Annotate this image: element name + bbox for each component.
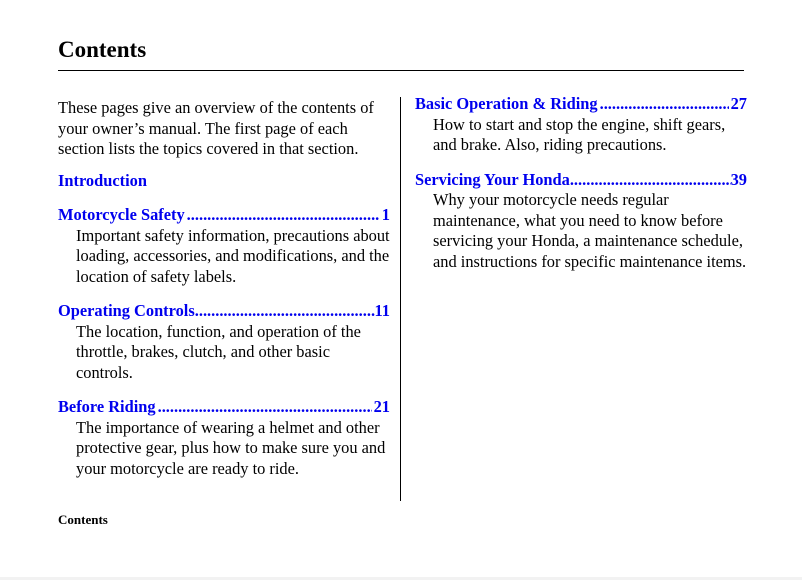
toc-link-operating-controls[interactable] — [58, 301, 390, 322]
toc-page-number: 1 — [381, 205, 390, 224]
toc-description: The importance of wearing a helmet and other protective gear, plus how to make sure you and your motorcycle are ready to ride. — [76, 417, 386, 478]
toc-entry-servicing-your-honda — [415, 170, 747, 273]
toc-title: Motorcycle Safety — [58, 205, 185, 224]
dot-leader — [600, 94, 729, 115]
toc-page-number: 39 — [730, 169, 747, 189]
toc-entry-basic-operation-riding — [415, 94, 747, 156]
toc-link-motorcycle-safety[interactable] — [58, 205, 390, 226]
intro-paragraph: These pages give an overview of the contents of your owner’s manual. The first page of each section lists the topics covered in that section. — [58, 98, 374, 158]
toc-page-number: 11 — [374, 301, 390, 320]
toc-title: Operating Controls — [58, 301, 195, 320]
toc-entry-before-riding — [58, 397, 390, 479]
dot-leader — [195, 301, 375, 322]
page-title: Contents — [58, 37, 147, 62]
toc-link-basic-operation-riding[interactable] — [415, 94, 747, 115]
toc-title: Before Riding — [58, 397, 156, 416]
toc-entry-operating-controls — [58, 301, 390, 383]
toc-entry-motorcycle-safety — [58, 205, 390, 287]
toc-link-before-riding[interactable] — [58, 397, 390, 418]
toc-link-introduction[interactable]: Introduction — [58, 170, 147, 190]
toc-description: Why your motorcycle needs regular maintenance, what you need to know before servicing your Honda, a maintenance schedule, and instructions for specific maintenance items. — [433, 190, 747, 271]
left-column — [58, 98, 390, 493]
title-divider — [58, 70, 744, 71]
toc-description: Important safety information, precautions about loading, accessories, and modifications, and the location of safety labels. — [76, 225, 390, 286]
right-column — [415, 94, 747, 286]
toc-title: Basic Operation & Riding — [415, 94, 598, 113]
dot-leader — [570, 170, 731, 191]
toc-description: How to start and stop the engine, shift gears, and brake. Also, riding precautions. — [433, 114, 726, 154]
page-footer-label: Contents — [58, 512, 108, 527]
column-divider — [400, 97, 401, 501]
toc-title: Servicing Your Honda — [415, 169, 570, 189]
toc-description: The location, function, and operation of the throttle, brakes, clutch, and other basic controls. — [76, 321, 361, 382]
toc-link-servicing-your-honda[interactable] — [415, 170, 747, 191]
dot-leader — [158, 397, 372, 418]
toc-page-number: 21 — [373, 397, 390, 416]
dot-leader — [187, 205, 380, 226]
toc-page-number: 27 — [730, 94, 747, 113]
